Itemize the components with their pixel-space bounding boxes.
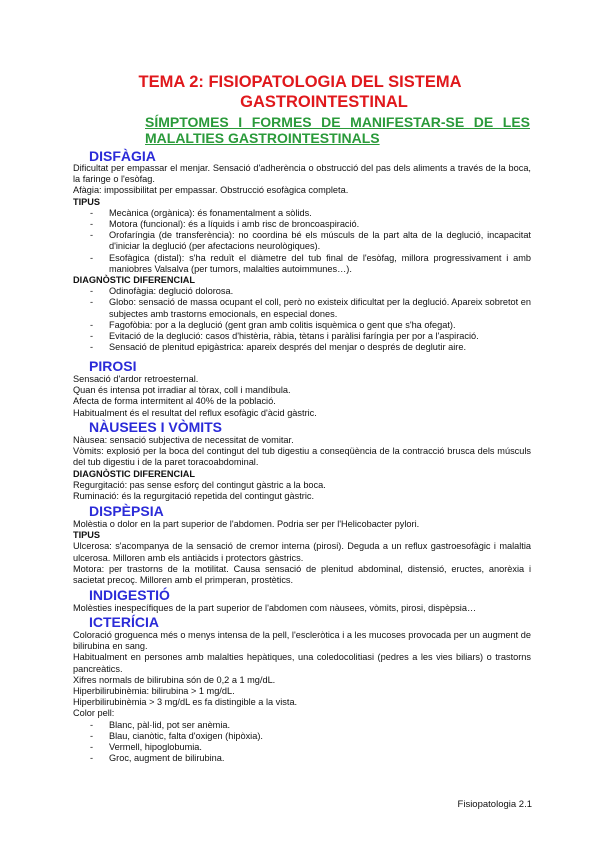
heading-nausees: NÀUSEES I VÒMITS	[89, 419, 223, 435]
list-item: - Odinofàgia: deglució dolorosa.	[73, 286, 531, 297]
paragraph: Sensació d'ardor retroesternal.	[73, 374, 199, 384]
paragraph: Quan és intensa pot irradiar al tòrax, coll i mandíbula.	[73, 385, 291, 396]
section-nausees	[73, 435, 531, 502]
list-color-pell	[73, 720, 531, 765]
list-item: - Blanc, pàl·lid, pot ser anèmia.	[73, 720, 531, 731]
heading-disfagia: DISFÀGIA	[89, 148, 156, 164]
heading-ictericia: ICTERÍCIA	[89, 614, 159, 630]
paragraph: Ulcerosa: s'acompanya de la sensació de cremor interna (pirosi). Deguda a un reflux gastroesofàgic i malaltia ulcerosa. Milloren amb els antiàcids i protectors gàstrics.	[73, 541, 531, 563]
paragraph: Vòmits: explosió per la boca del contingut del tub digestiu a conseqüència de la contracció brusca dels músculs del tub digestiu i de la paret toracoabdominal.	[73, 446, 531, 468]
paragraph: Afecta de forma intermitent al 40% de la població.	[73, 396, 276, 407]
list-item: - Esofàgica (distal): s'ha reduït el diàmetre del tub final de l'esòfag, millora progressivament i amb maniobres Valsalva (per tumors, malalties autoimmunes…).	[73, 253, 531, 275]
paragraph: Hiperbilirubinèmia: bilirubina > 1 mg/dL.	[73, 686, 235, 697]
label-color-pell: Color pell:	[73, 708, 115, 719]
heading-indigestio: INDIGESTIÓ	[89, 587, 170, 603]
section-dispepsia	[73, 519, 531, 586]
label-tipus: TIPUS	[73, 196, 101, 207]
section-pirosi	[73, 374, 531, 419]
label-diagnostic: DIAGNÒSTIC DIFERENCIAL	[73, 468, 195, 479]
label-tipus: TIPUS	[73, 530, 101, 541]
list-item: - Groc, augment de bilirubina.	[73, 753, 531, 764]
section-disfagia	[73, 163, 531, 353]
list-item: - Globo: sensació de massa ocupant el coll, però no existeix dificultat per la deglució. Apareix sobretot en subjectes amb trastorns emocionals, en especial dones.	[73, 297, 531, 319]
paragraph: Habitualment és el resultat del reflux esofàgic d'àcid gàstric.	[73, 407, 317, 418]
page-title-line1: TEMA 2: FISIOPATOLOGIA DEL SISTEMA	[138, 73, 462, 91]
heading-pirosi: PIROSI	[89, 358, 137, 374]
list-item: - Mecànica (orgànica): és fonamentalment a sòlids.	[73, 208, 531, 219]
list-item: - Evitació de la deglució: casos d'histèria, ràbia, tètans i paràlisi faríngia per por a l'aspiració.	[73, 331, 531, 342]
heading-dispepsia: DISPÈPSIA	[89, 503, 164, 519]
list-item: - Sensació de plenitud epigàstrica: apareix després del menjar o després de deglutir aire.	[73, 342, 531, 353]
paragraph: Hiperbilirubinèmia > 3 mg/dL es fa distingible a la vista.	[73, 697, 298, 708]
paragraph: Nàusea: sensació subjectiva de necessitat de vomitar.	[73, 435, 294, 445]
page-subtitle: SÍMPTOMES I FORMES DE MANIFESTAR-SE DE LES MALALTIES GASTROINTESTINALS	[145, 114, 530, 146]
paragraph: Motora: per trastorns de la motilitat. Causa sensació de plenitud abdominal, distensió, eructes, anorèxia i sacietat precoç. Milloren amb el primperan, prostètics.	[73, 563, 531, 586]
list-item: - Vermell, hipoglobumia.	[73, 742, 531, 753]
paragraph: Molèstia o dolor en la part superior de l'abdomen. Podria ser per l'Helicobacter pylori.	[73, 519, 420, 529]
paragraph: Ruminació: és la regurgitació repetida del contingut gàstric.	[73, 491, 315, 502]
list-item: - Fagofòbia: por a la deglució (gent gran amb colitis isquèmica o gent que s'ha ofegat).	[73, 320, 531, 331]
page-footer: Fisiopatologia 2.1	[457, 799, 532, 810]
list-item: - Motora (funcional): és a líquids i amb risc de broncoaspiració.	[73, 219, 531, 230]
list-diagnostic	[73, 286, 531, 353]
section-indigestio	[73, 603, 531, 614]
label-diagnostic: DIAGNÒSTIC DIFERENCIAL	[73, 275, 195, 286]
paragraph: Coloració groguenca més o menys intensa de la pell, l'escleròtica i a les mucoses provocada per un augment de bilirubina en sang.	[73, 630, 531, 652]
paragraph: Afàgia: impossibilitat per empassar. Obstrucció esofàgica completa.	[73, 185, 349, 196]
page-title-line2: GASTROINTESTINAL	[240, 93, 408, 111]
list-tipus	[73, 208, 531, 275]
paragraph: Regurgitació: pas sense esforç del contingut gàstric a la boca.	[73, 479, 326, 490]
paragraph: Xifres normals de bilirubina són de 0,2 a 1 mg/dL.	[73, 674, 276, 685]
list-item: - Orofaríngia (de transferència): no coordina bé els músculs de la part alta de la deglució, incapacitat d'iniciar la deglució (per afectacions neurològiques).	[73, 230, 531, 252]
list-item: - Blau, cianòtic, falta d'oxigen (hipòxia).	[73, 731, 531, 742]
paragraph: Habitualment en persones amb malalties hepàtiques, una coledocolitiasi (pedres a les vies biliars) o trastorns pancreàtics.	[73, 652, 531, 674]
paragraph: Dificultat per empassar el menjar. Sensació d'adherència o obstrucció del pas dels aliments a través de la boca, la faringe o l'esòfag.	[73, 163, 531, 185]
section-ictericia	[73, 630, 531, 764]
paragraph: Molèsties inespecífiques de la part superior de l'abdomen com nàusees, vòmits, pirosi, dispèpsia…	[73, 603, 477, 613]
